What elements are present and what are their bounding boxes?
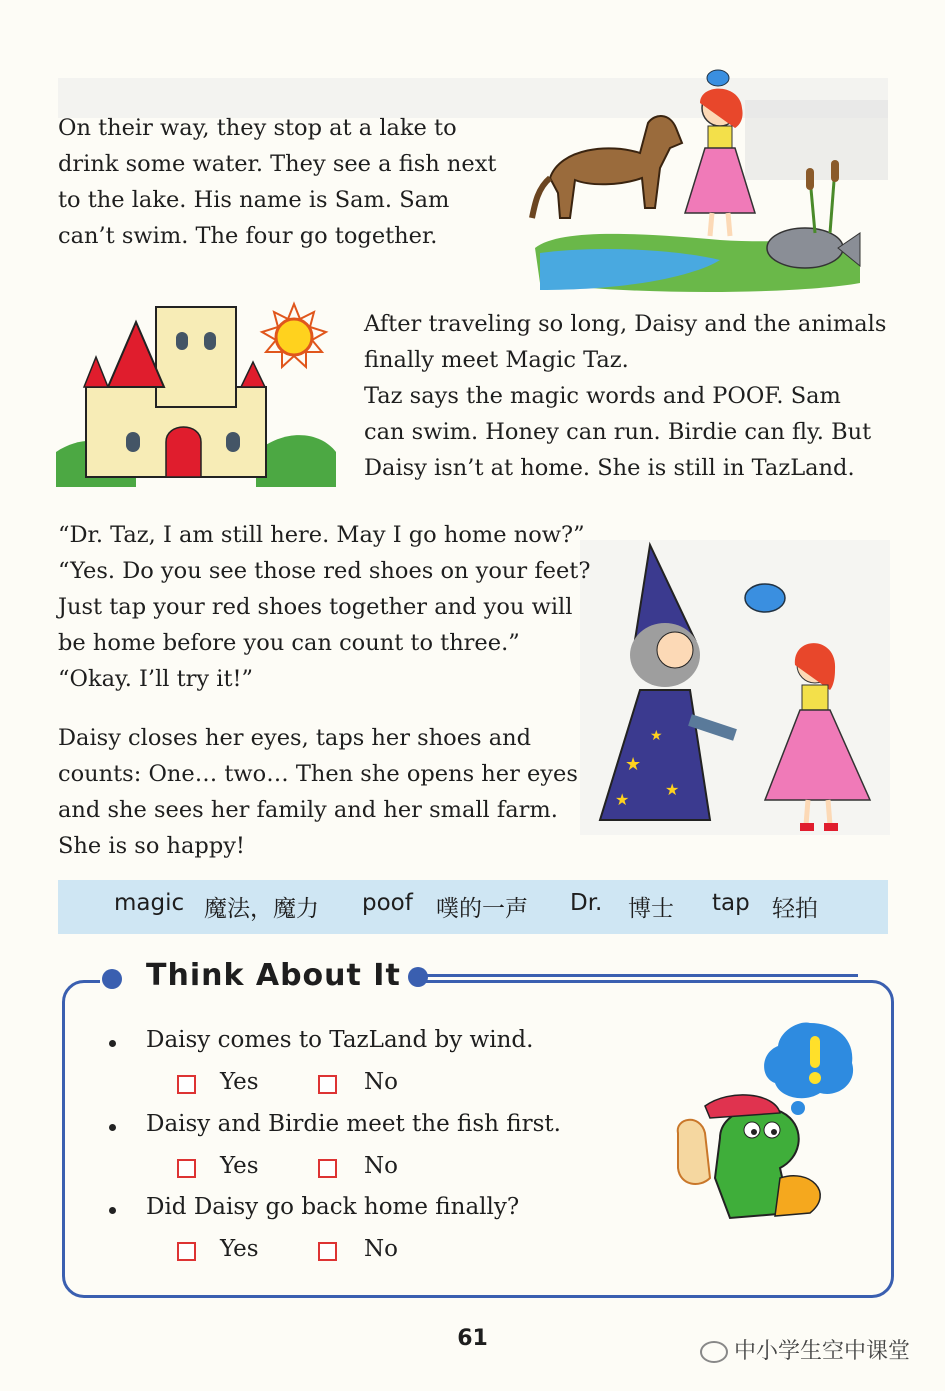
bird-icon (745, 584, 785, 612)
story-line: “Okay. I’ll try it!” (58, 666, 254, 692)
story-line: “Yes. Do you see those red shoes on your feet? (58, 558, 591, 584)
story-line: Just tap your red shoes together and you will (58, 594, 573, 620)
cattail-icon (806, 160, 839, 233)
story-line: and she sees her family and her small farm. (58, 797, 558, 823)
story-line: drink some water. They see a fish next (58, 151, 497, 177)
title-line (418, 974, 858, 977)
vocab-meaning: 噗的一声 (436, 896, 528, 922)
story-line: On their way, they stop at a lake to (58, 115, 457, 141)
story-line: can swim. Honey can run. Birdie can fly. But (364, 419, 872, 445)
watermark (700, 1334, 910, 1365)
story-paragraph-3 (58, 517, 590, 697)
title-dot-left (102, 969, 122, 989)
story-line: She is so happy! (58, 833, 245, 859)
svg-text:★: ★ (625, 754, 642, 775)
option-no: No (364, 1153, 398, 1179)
story-line: counts: One… two… Then she opens her eyes (58, 761, 578, 787)
vocab-meaning: 轻拍 (772, 896, 818, 922)
vocabulary-bar (58, 880, 888, 934)
think-about-it-title: Think About It (146, 958, 401, 993)
question-2: Daisy and Birdie meet the fish first. (146, 1111, 561, 1137)
vocab-word: magic (114, 890, 185, 916)
story-line: to the lake. His name is Sam. Sam (58, 187, 450, 213)
vocab-meaning: 博士 (628, 896, 674, 922)
bullet (109, 1040, 116, 1047)
lake-illustration (520, 68, 865, 298)
girl-icon (685, 89, 755, 236)
story-paragraph-4 (58, 720, 578, 864)
bullet (109, 1207, 116, 1214)
vocab-word: tap (712, 890, 750, 916)
checkbox-q1-yes[interactable] (177, 1075, 196, 1094)
story-line: finally meet Magic Taz. (364, 347, 629, 373)
bullet (109, 1124, 116, 1131)
story-line: can’t swim. The four go together. (58, 223, 438, 249)
option-yes: Yes (220, 1236, 259, 1262)
vocab-word: poof (362, 890, 413, 916)
svg-text:★: ★ (615, 790, 630, 809)
horse-icon (532, 116, 682, 218)
question-1: Daisy comes to TazLand by wind. (146, 1027, 534, 1053)
svg-text:★: ★ (665, 780, 680, 799)
story-paragraph-1 (58, 110, 496, 254)
question-3: Did Daisy go back home finally? (146, 1194, 520, 1220)
checkbox-q2-no[interactable] (318, 1159, 337, 1178)
checkbox-q1-no[interactable] (318, 1075, 337, 1094)
story-paragraph-2 (364, 306, 886, 486)
story-line: “Dr. Taz, I am still here. May I go home now?” (58, 522, 585, 548)
bird-icon (707, 70, 729, 86)
option-yes: Yes (220, 1153, 259, 1179)
checkbox-q3-yes[interactable] (177, 1242, 196, 1261)
checkbox-q2-yes[interactable] (177, 1159, 196, 1178)
story-line: Daisy isn’t at home. She is still in TazLand. (364, 455, 855, 481)
wizard-illustration (580, 540, 890, 840)
title-dot-right (408, 967, 428, 987)
checkbox-q3-no[interactable] (318, 1242, 337, 1261)
watermark-text: 中小学生空中课堂 (734, 1339, 911, 1364)
option-no: No (364, 1069, 398, 1095)
option-no: No (364, 1236, 398, 1262)
vocab-word: Dr. (570, 890, 603, 916)
story-line: Taz says the magic words and POOF. Sam (364, 383, 841, 409)
dinosaur-illustration (660, 1018, 860, 1223)
story-line: be home before you can count to three.” (58, 630, 520, 656)
story-line: After traveling so long, Daisy and the animals (364, 311, 887, 337)
page-number: 61 (457, 1326, 488, 1351)
sun-icon (262, 304, 326, 367)
option-yes: Yes (220, 1069, 259, 1095)
vocab-meaning: 魔法，魔力 (204, 896, 319, 922)
story-line: Daisy closes her eyes, taps her shoes and (58, 725, 532, 751)
svg-text:★: ★ (650, 728, 663, 744)
castle-illustration (56, 292, 336, 492)
wechat-icon (700, 1341, 728, 1363)
